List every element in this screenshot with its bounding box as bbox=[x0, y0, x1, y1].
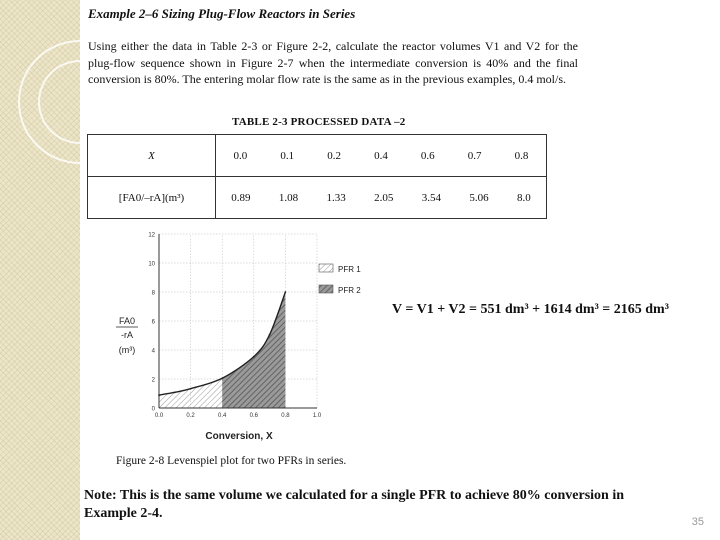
data-point bbox=[285, 291, 287, 293]
y-label-bottom: -rA bbox=[121, 330, 133, 340]
y-tick-labels bbox=[148, 233, 155, 413]
example-title: Example 2–6 Sizing Plug-Flow Reactors in Series bbox=[88, 6, 356, 21]
page-number: 35 bbox=[691, 516, 704, 528]
x-tick-label: 1.0 bbox=[312, 413, 322, 419]
row-x-values bbox=[216, 135, 547, 177]
table-cell: 5.06 bbox=[469, 191, 489, 204]
x-tick-label: 0.0 bbox=[154, 413, 164, 419]
table-caption: TABLE 2-3 PROCESSED DATA –2 bbox=[232, 116, 406, 128]
data-point bbox=[158, 394, 160, 396]
x-tick-label: 0.2 bbox=[186, 413, 195, 419]
y-tick-label: 6 bbox=[151, 319, 155, 326]
table-cell: 0.4 bbox=[374, 149, 388, 162]
y-tick-label: 10 bbox=[148, 261, 155, 268]
y-tick-label: 2 bbox=[151, 377, 155, 384]
data-point bbox=[253, 356, 255, 358]
y-tick-label: 0 bbox=[151, 406, 155, 413]
y-tick-label: 12 bbox=[148, 232, 155, 239]
decorative-sidebar bbox=[0, 0, 80, 540]
table-cell: 0.0 bbox=[233, 149, 248, 162]
processed-data-table bbox=[87, 134, 547, 219]
legend-label-pfr2: PFR 2 bbox=[338, 286, 361, 295]
table-cell: 2.05 bbox=[374, 191, 394, 204]
data-point bbox=[190, 388, 192, 390]
table-cell: 3.54 bbox=[421, 191, 441, 204]
figure-caption: Figure 2-8 Levenspiel plot for two PFRs in series. bbox=[116, 455, 347, 467]
volume-equation: V = V1 + V2 = 551 dm³ + 1614 dm³ = 2165 dm³ bbox=[392, 302, 669, 317]
note-text: This is the same volume we calculated for a single PFR to achieve 80% conversion in Example 2-4. bbox=[84, 488, 624, 521]
x-tick-labels bbox=[155, 413, 322, 419]
y-label-top: FA0 bbox=[118, 316, 136, 326]
table-cell: 0.89 bbox=[231, 191, 251, 204]
table-cell: 0.1 bbox=[280, 149, 295, 162]
x-tick-label: 0.4 bbox=[218, 413, 227, 419]
note-paragraph bbox=[84, 487, 676, 523]
x-tick-label: 0.6 bbox=[249, 413, 258, 419]
y-label-units: (m³) bbox=[118, 345, 136, 355]
table-cell: 0.7 bbox=[467, 149, 482, 162]
table-cell: 0.8 bbox=[514, 149, 529, 162]
note-label: Note: bbox=[84, 488, 117, 503]
x-axis-label: Conversion, X bbox=[205, 431, 273, 442]
example-body: Using either the data in Table 2-3 or Figure 2-2, calculate the reactor volumes V1 and V2 for the plug-flow sequence shown in Figure 2-7 when the intermediate conversion is 40% and the final conversion is 80%. The entering molar flow rate is the same as in the previous examples, 0.4 mol/s. bbox=[88, 39, 578, 86]
table-cell: 0.6 bbox=[420, 149, 435, 162]
table-cell: 1.33 bbox=[326, 191, 346, 204]
x-tick-label: 0.8 bbox=[281, 413, 290, 419]
row-ratio-values bbox=[216, 177, 547, 219]
levenspiel-plot bbox=[107, 222, 383, 454]
y-tick-label: 8 bbox=[151, 290, 155, 297]
table-cell: 0.2 bbox=[327, 149, 341, 162]
data-point bbox=[269, 334, 271, 336]
legend-swatch-pfr2 bbox=[319, 285, 333, 293]
y-tick-label: 4 bbox=[151, 348, 155, 355]
row-ratio-label: [FA0/–rA](m³) bbox=[88, 177, 216, 219]
data-point bbox=[174, 391, 176, 393]
legend-swatch-pfr1 bbox=[319, 264, 333, 272]
table-cell: 8.0 bbox=[517, 191, 531, 204]
data-point bbox=[221, 377, 223, 379]
row-x-label: X bbox=[88, 135, 216, 177]
legend-label-pfr1: PFR 1 bbox=[338, 265, 361, 274]
table-cell: 1.08 bbox=[278, 191, 299, 204]
